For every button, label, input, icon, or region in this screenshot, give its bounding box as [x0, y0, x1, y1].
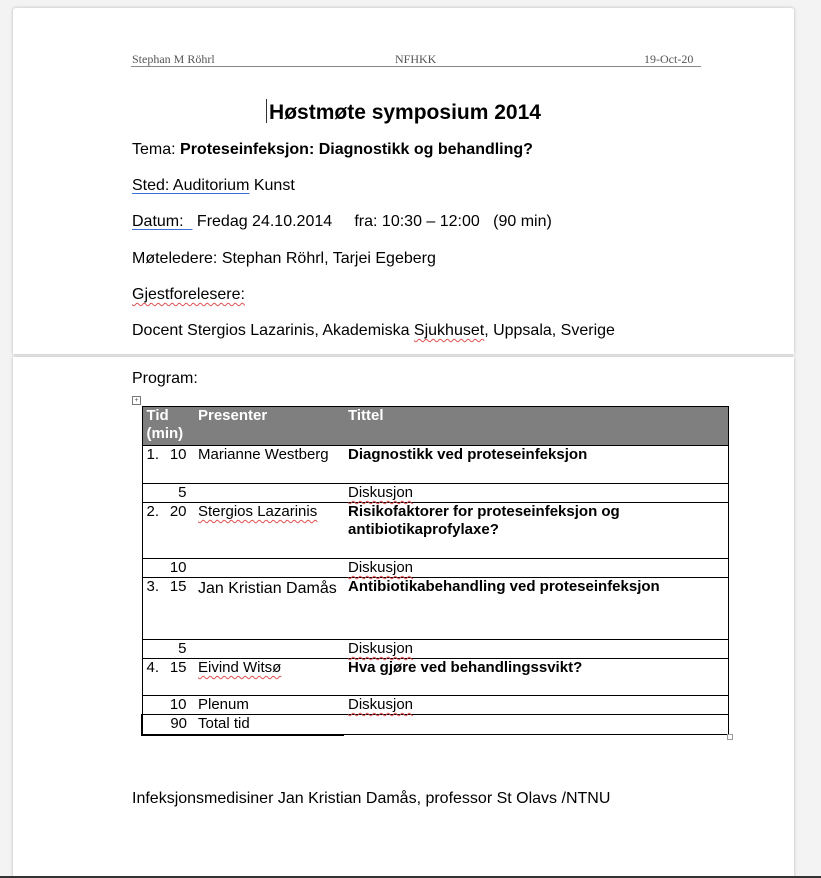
- row-title: Diskusjon: [344, 640, 729, 659]
- row-presenter: Plenum: [194, 696, 344, 715]
- row-title: Antibiotikabehandling ved proteseinfeksjon: [344, 578, 729, 640]
- datum-label: Datum:: [132, 213, 193, 230]
- header-org: NFHKK: [395, 52, 437, 66]
- table-resize-handle[interactable]: [727, 734, 733, 740]
- footer-line[interactable]: Infeksjonsmedisiner Jan Kristian Damås, professor St Olavs /NTNU: [132, 790, 611, 807]
- page-title[interactable]: [13, 99, 794, 125]
- row-minutes: 20: [169, 503, 187, 520]
- row-minutes: 10: [169, 446, 187, 463]
- table-row[interactable]: [142, 578, 729, 640]
- tema-line[interactable]: [132, 141, 533, 159]
- header-tid: Tid (min): [142, 407, 194, 446]
- row-minutes: 5: [178, 640, 187, 657]
- row-title: Diskusjon: [344, 484, 729, 503]
- table-row[interactable]: [142, 559, 729, 578]
- row-presenter: [194, 640, 344, 659]
- row-title: Diagnostikk ved proteseinfeksjon: [344, 446, 729, 484]
- table-row[interactable]: [142, 715, 729, 735]
- sted-value: Kunst: [249, 177, 295, 194]
- row-presenter: Eivind Witsø: [194, 659, 344, 696]
- header-author: Stephan M Röhrl: [132, 52, 215, 66]
- row-minutes: 5: [178, 484, 187, 501]
- table-row[interactable]: [142, 696, 729, 715]
- moteledere-line[interactable]: Møteledere: Stephan Röhrl, Tarjei Egeberg: [132, 250, 436, 267]
- table-row[interactable]: [142, 659, 729, 696]
- row-presenter: Total tid: [194, 715, 344, 735]
- datum-line[interactable]: [132, 213, 552, 231]
- document-page-1: [13, 8, 794, 354]
- table-row[interactable]: [142, 640, 729, 659]
- header-tittel: Tittel: [344, 407, 729, 446]
- program-label[interactable]: Program:: [132, 370, 198, 387]
- row-title: Diskusjon: [344, 559, 729, 578]
- tema-value: Proteseinfeksjon: Diagnostikk og behandling?: [180, 141, 533, 158]
- gjest-label-line[interactable]: [132, 286, 245, 304]
- row-presenter: Marianne Westberg: [194, 446, 344, 484]
- datum-value: Fredag 24.10.2014 fra: 10:30 – 12:00 (90 min): [192, 213, 552, 230]
- row-minutes: 10: [169, 559, 187, 576]
- row-minutes: 15: [169, 578, 187, 595]
- row-title: Risikofaktorer for proteseinfeksjon og antibiotikaprofylaxe?: [344, 503, 729, 559]
- row-number: 3.: [146, 578, 160, 595]
- table-row[interactable]: [142, 484, 729, 503]
- gjest-line[interactable]: [132, 322, 615, 340]
- gjest-pre: Docent Stergios Lazarinis, Akademiska: [132, 322, 414, 339]
- row-presenter: Jan Kristian Damås: [194, 578, 344, 640]
- gjest-post: , Uppsala, Sverige: [484, 322, 615, 339]
- title-text: Høstmøte symposium 2014: [269, 101, 541, 124]
- table-row[interactable]: [142, 446, 729, 484]
- row-number: 2.: [146, 503, 160, 520]
- row-minutes: 15: [169, 659, 187, 676]
- row-number: 1.: [146, 446, 160, 463]
- sted-label: Sted: Auditorium: [132, 177, 250, 194]
- table-row[interactable]: [142, 503, 729, 559]
- header-date: 19-Oct-20: [644, 52, 694, 66]
- tema-label: Tema:: [132, 141, 181, 158]
- header-presenter: Presenter: [194, 407, 344, 446]
- program-table[interactable]: [141, 406, 729, 736]
- row-title: Diskusjon: [344, 696, 729, 715]
- table-move-handle[interactable]: +: [132, 396, 141, 405]
- row-presenter: [194, 484, 344, 503]
- row-minutes: 10: [169, 696, 187, 713]
- row-presenter: Stergios Lazarinis: [194, 503, 344, 559]
- sted-line[interactable]: [132, 177, 295, 195]
- row-minutes: 90: [170, 715, 187, 732]
- document-page-2: [13, 357, 794, 877]
- row-title: [344, 715, 729, 735]
- row-number: 4.: [146, 659, 160, 676]
- row-title: Hva gjøre ved behandlingssvikt?: [344, 659, 729, 696]
- row-presenter: [194, 559, 344, 578]
- table-header-row: [142, 407, 729, 446]
- gjest-sq: Sjukhuset: [413, 322, 485, 339]
- gjest-label: Gjestforelesere:: [132, 286, 245, 303]
- header-divider: [131, 66, 701, 67]
- text-cursor: [266, 99, 267, 123]
